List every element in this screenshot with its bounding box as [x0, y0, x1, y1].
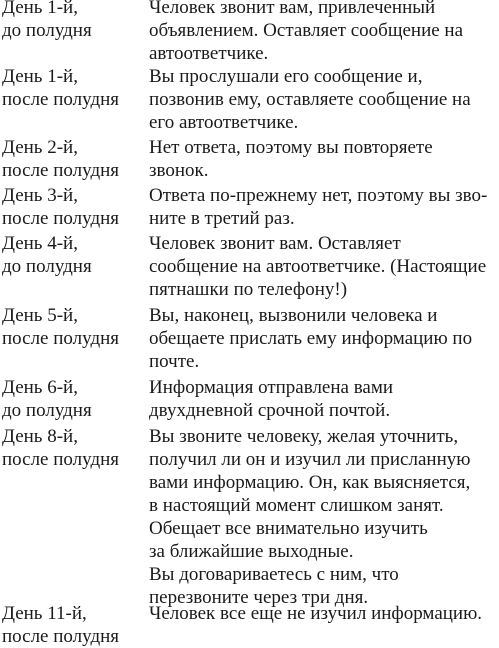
time-of-day-line: до полудня [2, 20, 92, 41]
event-line: Информация отправлена вами [149, 377, 394, 398]
event-line: Вы звоните человеку, желая уточнить, [149, 426, 459, 447]
event-description [149, 0, 499, 65]
event-line: почте. [149, 351, 200, 372]
event-line: Ответа по-прежнему нет, поэтому вы зво- [149, 185, 488, 206]
event-line: Вы договариваетесь с ним, что [149, 564, 399, 585]
event-line: автоответчике. [149, 43, 269, 64]
day-line: День 4-й, [2, 233, 78, 254]
day-line: День 5-й, [2, 305, 78, 326]
day-label [2, 232, 142, 278]
event-description [149, 184, 499, 230]
day-label [2, 304, 142, 350]
day-line: День 1-й, [2, 66, 78, 87]
day-label [2, 602, 142, 648]
event-description [149, 136, 499, 182]
event-line: Вы прослушали его сообщение и, [149, 66, 423, 87]
time-of-day-line: после полудня [2, 328, 120, 349]
day-label [2, 0, 142, 42]
event-line: обещаете прислать ему информацию по [149, 328, 473, 349]
event-line: в настоящий момент слишком занят. [149, 495, 444, 516]
event-line: вами информацию. Он, как выясняется, [149, 472, 471, 493]
event-line: объявлением. Оставляет сообщение на [149, 20, 464, 41]
time-of-day-line: после полудня [2, 449, 120, 470]
day-line: День 8-й, [2, 426, 78, 447]
event-line: ните в третий раз. [149, 208, 295, 229]
time-of-day-line: после полудня [2, 208, 120, 229]
event-description [149, 232, 499, 301]
event-description [149, 65, 499, 134]
event-description [149, 425, 499, 609]
day-line: День 3-й, [2, 185, 78, 206]
event-line: Вы, наконец, вызвонили человека и [149, 305, 438, 326]
day-label [2, 136, 142, 182]
event-line: его автоответчике. [149, 112, 299, 133]
day-label [2, 184, 142, 230]
event-line: получил ли он и изучил ли присланную [149, 449, 471, 470]
time-of-day-line: после полудня [2, 160, 120, 181]
event-line: Человек все еще не изучил информацию. [149, 603, 483, 624]
event-line: Нет ответа, поэтому вы повторяете [149, 137, 433, 158]
event-line: Человек звонит вам, привлеченный [149, 0, 436, 18]
day-label [2, 65, 142, 111]
event-line: Человек звонит вам. Оставляет [149, 233, 401, 254]
time-of-day-line: после полудня [2, 626, 120, 647]
event-line: пятнашки по телефону!) [149, 279, 348, 300]
event-description [149, 602, 499, 625]
time-of-day-line: после полудня [2, 89, 120, 110]
day-line: День 2-й, [2, 137, 78, 158]
event-line: за ближайшие выходные. [149, 541, 354, 562]
time-of-day-line: до полудня [2, 400, 92, 421]
day-label [2, 376, 142, 422]
event-line: перезвоните через три дня. [149, 587, 369, 608]
event-line: позвонив ему, оставляете сообщение на [149, 89, 471, 110]
day-line: День 11-й, [2, 603, 87, 624]
event-description [149, 304, 499, 373]
day-line: День 6-й, [2, 377, 78, 398]
event-line: сообщение на автоответчике. (Настоящие [149, 256, 487, 277]
event-line: Обещает все внимательно изучить [149, 518, 428, 539]
event-line: двухдневной срочной почтой. [149, 400, 391, 421]
day-label [2, 425, 142, 471]
time-of-day-line: до полудня [2, 256, 92, 277]
event-description [149, 376, 499, 422]
day-line: День 1-й, [2, 0, 78, 18]
event-line: звонок. [149, 160, 209, 181]
